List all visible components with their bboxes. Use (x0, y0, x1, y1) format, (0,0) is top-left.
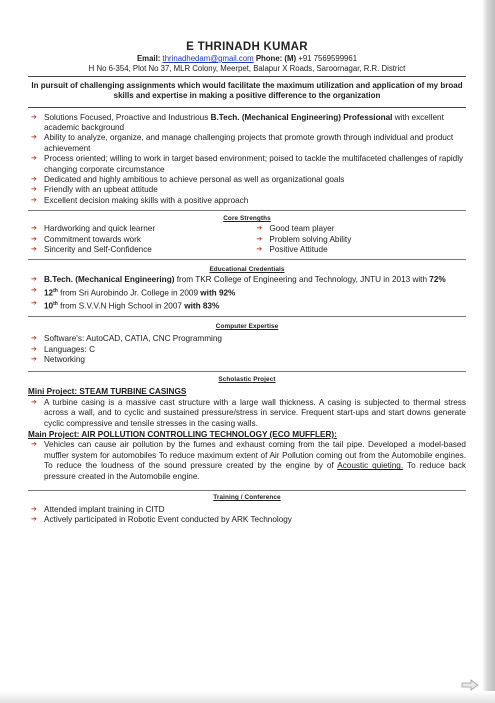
list-item (253, 245, 466, 255)
training-item: Actively participated in Robotic Event conducted by ARK Technology (44, 515, 292, 525)
arrow-bullet-icon: ➔ (31, 286, 37, 294)
grade-details: from Sri Aurobindo Jr. College in 2009 (57, 288, 201, 298)
summary-item: Dedicated and highly ambitious to achieve personal as well as organizational goals (44, 175, 345, 185)
list-item (28, 299, 466, 312)
grade-score: with 83% (184, 301, 220, 311)
arrow-bullet-icon: ➔ (31, 155, 37, 163)
list-item (28, 515, 466, 525)
list-item (28, 113, 466, 134)
list-item (253, 235, 466, 245)
list-item (28, 398, 466, 429)
list-item (28, 196, 466, 206)
computer-item: Software's: AutoCAD, CATIA, CNC Programming (44, 334, 222, 344)
main-project-text-end: To reduce back pressure created in the Automobile engine. (44, 461, 466, 481)
arrow-bullet-icon: ➔ (31, 246, 37, 254)
page-shadow-bottom (0, 691, 495, 703)
core-strengths-left (28, 224, 253, 255)
summary-item: Friendly with an upbeat attitude (44, 185, 158, 195)
list-item (28, 355, 466, 365)
strength-item: Positive Attitude (269, 245, 328, 255)
training-list (28, 505, 466, 526)
grade-number: 12 (44, 288, 54, 298)
arrow-bullet-icon: ➔ (31, 335, 37, 343)
strength-item: Hardworking and quick learner (44, 224, 156, 234)
arrow-bullet-icon: ➔ (31, 355, 37, 363)
strength-item: Good team player (269, 224, 335, 234)
summary-item: Process oriented; willing to work in target based environment; poised to tackle the multifaceted challenges of rapidly changing corporate circumstance (44, 154, 464, 174)
arrow-bullet-icon: ➔ (31, 176, 37, 184)
arrow-bullet-icon: ➔ (31, 196, 37, 204)
main-project-list (28, 440, 466, 482)
grade-suffix: th (53, 287, 58, 294)
divider (28, 76, 466, 77)
arrow-bullet-icon: ➔ (256, 246, 263, 254)
list-item (28, 224, 253, 234)
main-project-text: Vehicles can cause air pollution by the fumes and exhaust coming from the tail pipe. Developed a model-based muffler system for automobiles To reduce maximum extent of Air Pollution coming out from the Automobile engines. To reduce the loudness of the sound pressure created by the engine by of (44, 440, 466, 471)
core-strengths-right (253, 224, 466, 255)
main-project-title: Main Project: AIR POLLUTION CONTROLLING TECHNOLOGY (ECO MUFFLER): (28, 430, 337, 439)
grade-suffix: th (53, 301, 58, 308)
arrow-bullet-icon: ➔ (31, 235, 37, 243)
arrow-bullet-icon: ➔ (31, 345, 37, 353)
list-item (28, 175, 466, 185)
divider (28, 316, 466, 317)
summary-item: Ability to analyze, organize, and manage challenging projects that promote growth through individual and product achievement (44, 133, 454, 153)
section-title-computer: Computer Expertise (215, 323, 279, 331)
summary-first-pre: Solutions Focused, Proactive and Industrious (44, 112, 211, 122)
arrow-bullet-icon: ➔ (31, 134, 37, 142)
list-item (28, 345, 466, 355)
arrow-bullet-icon: ➔ (31, 113, 37, 121)
grade-details: from S.V.V.N High School in 2007 (57, 301, 185, 311)
list-item (28, 235, 253, 245)
strength-item: Commitment towards work (44, 234, 141, 244)
computer-item: Languages: C (44, 344, 95, 354)
contact-line (28, 54, 466, 64)
phone-number: +91 7569599961 (298, 54, 358, 63)
arrow-bullet-icon: ➔ (31, 300, 37, 308)
divider (28, 210, 466, 211)
mini-project-title: Mini Project: STEAM TURBINE CASINGS (28, 387, 187, 397)
objective-text: In pursuit of challenging assignments which would facilitate the maximum utilization and application of my broad skills and expertise in making a positive difference to the organization (31, 81, 463, 101)
summary-item: Excellent decision making skills with a positive approach (44, 195, 249, 205)
mini-project-list (28, 398, 466, 429)
computer-item: Networking (44, 354, 85, 364)
list-item (28, 245, 253, 255)
strength-item: Sincerity and Self-Confidence (44, 245, 152, 255)
email-link[interactable]: thrinadhedam@gmail.com (162, 54, 254, 63)
grade-score: with 92% (200, 288, 236, 298)
divider (28, 259, 466, 260)
arrow-bullet-icon: ➔ (31, 516, 37, 524)
list-item (28, 275, 466, 285)
list-item (28, 154, 466, 175)
core-strengths-columns (28, 224, 466, 255)
section-title-training: Training / Conference (213, 494, 281, 502)
degree-score: 72% (429, 275, 446, 285)
arrow-bullet-icon: ➔ (31, 398, 37, 406)
mini-project-text: A turbine casing is a massive cast structure with a large wall thickness. A casing is subjected to thermal stress across a wall, and to cyclic and sustained pressure/stress in service. Frequent start-ups and start downs generate cyclic compressive and tensile stresses in the casing walls. (44, 397, 466, 428)
grade-number: 10 (44, 301, 54, 311)
degree-name: B.Tech. (Mechanical Engineering) (44, 275, 175, 285)
divider (28, 490, 466, 491)
next-page-arrow-icon[interactable] (461, 679, 479, 691)
degree-details: from TKR College of Engineering and Technology, JNTU in 2013 with (174, 275, 430, 285)
list-item (28, 440, 466, 482)
strength-item: Problem solving Ability (269, 234, 352, 244)
acoustic-quieting-text: Acoustic quieting. (337, 461, 404, 471)
section-title-core-strengths: Core Strengths (223, 215, 271, 223)
arrow-bullet-icon: ➔ (256, 225, 263, 233)
arrow-bullet-icon: ➔ (256, 235, 263, 243)
summary-first-post: with excellent academic background (44, 112, 444, 132)
email-label: Email: (136, 54, 161, 63)
arrow-bullet-icon: ➔ (31, 186, 37, 194)
list-item (28, 133, 466, 154)
divider (28, 371, 466, 372)
arrow-bullet-icon: ➔ (31, 225, 37, 233)
section-title-project: Scholastic Project (218, 376, 276, 384)
list-item (28, 334, 466, 344)
summary-first-bold: B.Tech. (Mechanical Engineering) Professional (210, 112, 393, 122)
phone-label: Phone: (M) (255, 54, 297, 63)
list-item (28, 505, 466, 515)
arrow-bullet-icon: ➔ (31, 441, 37, 449)
computer-list (28, 334, 466, 365)
education-list (28, 275, 466, 312)
list-item (28, 286, 466, 299)
arrow-bullet-icon: ➔ (31, 276, 37, 284)
training-item: Attended implant training in CITD (44, 505, 165, 515)
list-item (28, 185, 466, 195)
candidate-name: E THRINADH KUMAR (186, 41, 308, 53)
page-shadow-right (482, 0, 495, 703)
address-line: H No 6-354, Plot No 37, MLR Colony, Meerpet, Balapur X Roads, Saroornagar, R.R. District (88, 63, 406, 73)
divider (28, 107, 466, 108)
section-title-education: Educational Credentials (209, 266, 285, 274)
arrow-bullet-icon: ➔ (31, 506, 37, 514)
resume-content (28, 40, 466, 526)
list-item (253, 224, 466, 234)
summary-list (28, 113, 466, 207)
